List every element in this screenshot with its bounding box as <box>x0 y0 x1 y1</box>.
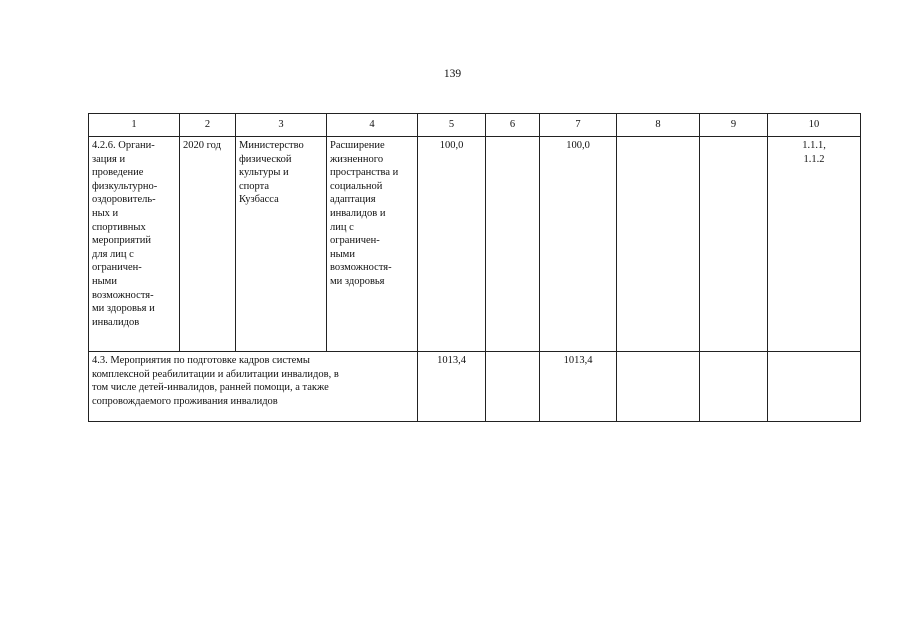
table-cell: 1013,4 <box>540 352 617 422</box>
document-table <box>88 113 861 422</box>
table-cell: Расширение жизненного пространства и социальной адаптация инвалидов и лиц с ограничен- ными возможностя- ми здоровья <box>327 137 418 352</box>
page-number: 139 <box>443 68 462 80</box>
column-header: 1 <box>89 114 180 137</box>
table-cell: 1013,4 <box>418 352 486 422</box>
table-cell-merged: 4.3. Мероприятия по подготовке кадров системы комплексной реабилитации и абилитации инвалидов, в том числе детей-инвалидов, ранней помощи, а также сопровождаемого проживания инвалидов <box>89 352 418 422</box>
table-row <box>89 137 861 352</box>
table-cell: 100,0 <box>540 137 617 352</box>
table-cell <box>617 137 700 352</box>
column-header: 7 <box>540 114 617 137</box>
table-cell: Министерство физической культуры и спорта Кузбасса <box>236 137 327 352</box>
table-cell <box>700 352 768 422</box>
column-header: 8 <box>617 114 700 137</box>
column-header: 3 <box>236 114 327 137</box>
column-header: 2 <box>180 114 236 137</box>
table-cell <box>486 352 540 422</box>
table-cell: 100,0 <box>418 137 486 352</box>
table-cell: 4.2.6. Органи- зация и проведение физкультурно- оздоровитель- ных и спортивных мероприятий для лиц с ограничен- ными возможностя- ми здоровья и инвалидов <box>89 137 180 352</box>
column-header: 6 <box>486 114 540 137</box>
table-cell <box>768 352 861 422</box>
column-header: 4 <box>327 114 418 137</box>
column-header: 5 <box>418 114 486 137</box>
table-cell <box>617 352 700 422</box>
table-cell <box>486 137 540 352</box>
table-row <box>89 352 861 422</box>
table-cell: 1.1.1, 1.1.2 <box>768 137 861 352</box>
column-header: 9 <box>700 114 768 137</box>
column-header: 10 <box>768 114 861 137</box>
table-cell <box>700 137 768 352</box>
table-header-row <box>89 114 861 137</box>
table-cell: 2020 год <box>180 137 236 352</box>
